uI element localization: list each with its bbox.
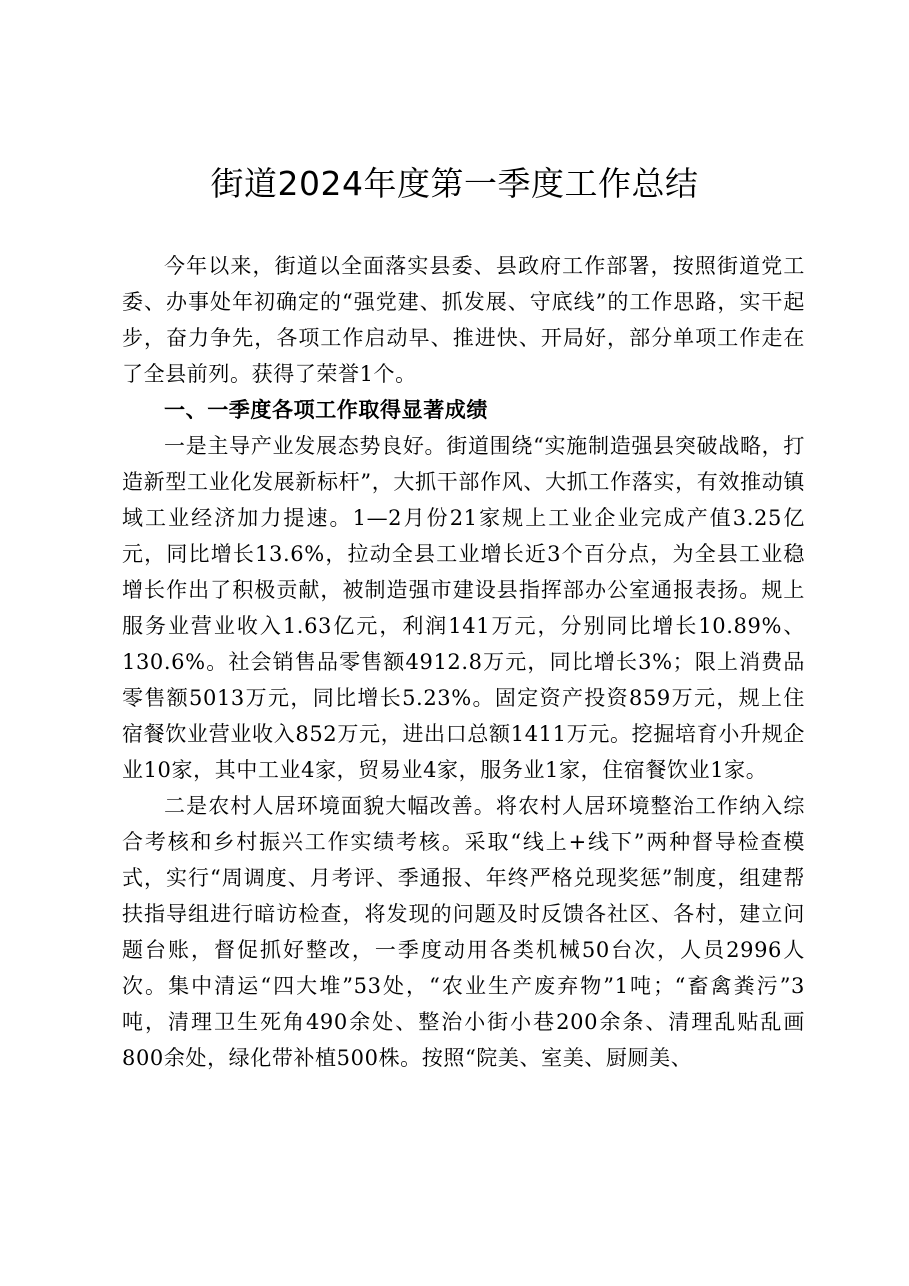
body-paragraph-industry: 一是主导产业发展态势良好。街道围绕“实施制造强县突破战略，打造新型工业化发展新标杆”，大抓干部作风、大抓工作落实，有效推动镇域工业经济加力提速。1—2月份21家规上工业企业完成产值3.25亿元，同比增长13.6%，拉动全县工业增长近3个百分点，为全县工业稳增长作出了积极贡献，被制造强市建设县指挥部办公室通报表扬。规上服务业营业收入1.63亿元，利润141万元，分别同比增长10.89%、130.6%。社会销售品零售额4912.8万元，同比增长3%；限上消费品零售额5013万元，同比增长5.23%。固定资产投资859万元，规上住宿餐饮业营业收入852万元，进出口总额1411万元。挖掘培育小升规企业10家，其中工业4家，贸易业4家，服务业1家，住宿餐饮业1家。 — [122, 434, 805, 782]
document-body — [122, 248, 805, 1076]
intro-paragraph: 今年以来，街道以全面落实县委、县政府工作部署，按照街道党工委、办事处年初确定的“强党建、抓发展、守底线”的工作思路，实干起步，奋力争先，各项工作启动早、推进快、开局好，部分单项工作走在了全县前列。获得了荣誉1个。 — [122, 254, 805, 386]
document-title: 街道2024年度第一季度工作总结 — [210, 164, 699, 203]
body-paragraph-environment: 二是农村人居环境面貌大幅改善。将农村人居环境整治工作纳入综合考核和乡村振兴工作实绩考核。采取“线上+线下”两种督导检查模式，实行“周调度、月考评、季通报、年终严格兑现奖惩”制度，组建帮扶指导组进行暗访检查，将发现的问题及时反馈各社区、各村，建立问题台账，督促抓好整改，一季度动用各类机械50台次，人员2996人次。集中清运“四大堆”53处，“农业生产废弃物”1吨；“畜禽粪污”3吨，清理卫生死角490余处、整治小街小巷200余条、清理乱贴乱画800余处，绿化带补植500株。按照“院美、室美、厨厕美、 — [122, 794, 805, 1070]
section-heading: 一、一季度各项工作取得显著成绩 — [164, 398, 488, 422]
